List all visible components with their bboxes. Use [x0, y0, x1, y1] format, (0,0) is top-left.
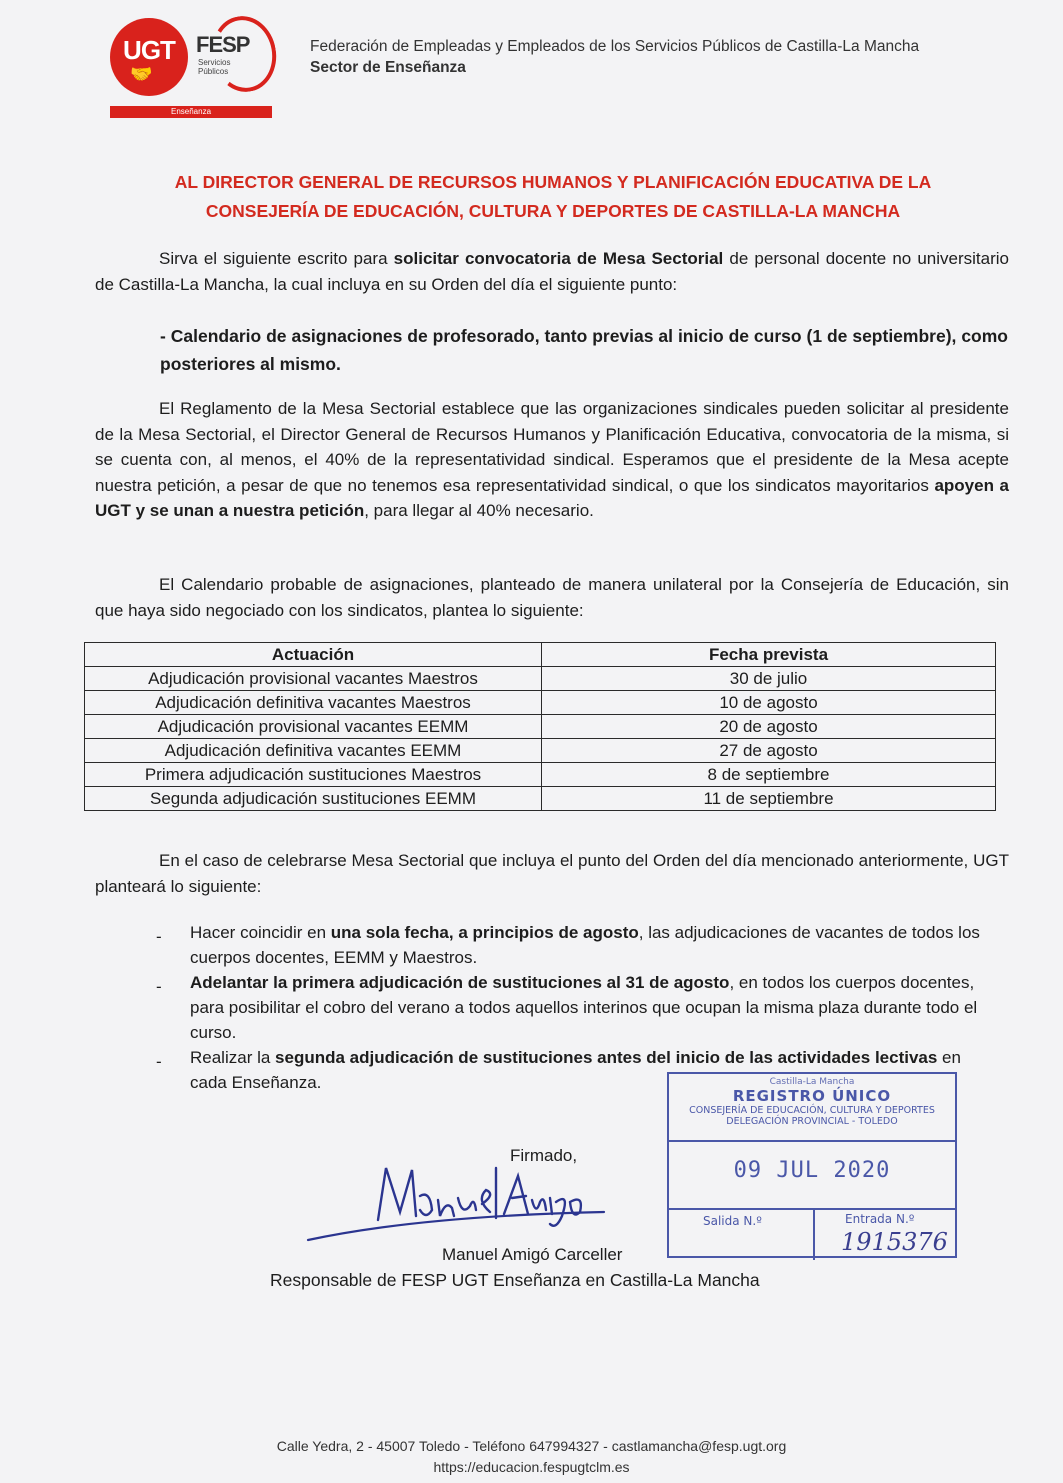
addressee-line-1: AL DIRECTOR GENERAL DE RECURSOS HUMANOS Y PLANIFICACIÓN EDUCATIVA DE LA: [174, 172, 932, 192]
stamp-entrada-label: Entrada N.º: [845, 1212, 915, 1226]
proposal-bold: segunda adjudicación de sustituciones antes del inicio de las actividades lectivas: [275, 1048, 938, 1067]
proposal-text: Hacer coincidir en: [190, 923, 331, 942]
intro-text: Sirva el siguiente escrito para: [159, 249, 394, 268]
stamp-title: REGISTRO ÚNICO: [732, 1087, 892, 1105]
table-row: [85, 787, 996, 811]
stamp-consejeria: CONSEJERÍA DE EDUCACIÓN, CULTURA Y DEPORTES: [689, 1105, 935, 1116]
cell-actuacion: Adjudicación provisional vacantes Maestros: [85, 667, 542, 691]
registry-stamp: [667, 1072, 957, 1258]
agenda-point: - Calendario de asignaciones de profesorado, tanto previas al inicio de curso (1 de septiembre), como posteriores al mismo.: [160, 326, 1008, 374]
handshake-icon: 🤝: [130, 64, 153, 84]
stamp-header: [669, 1074, 955, 1142]
addressee-line-2: CONSEJERÍA DE EDUCACIÓN, CULTURA Y DEPORTES DE CASTILLA-LA MANCHA: [205, 201, 901, 221]
stamp-date: 09 JUL 2020: [733, 1158, 891, 1183]
footer-website[interactable]: https://educacion.fespugtclm.es: [433, 1459, 630, 1475]
proposal-list: [150, 920, 1008, 1095]
organization-header: [310, 36, 919, 78]
bullet-dash: -: [156, 1052, 162, 1071]
proposal-bold: una sola fecha, a principios de agosto: [330, 923, 639, 942]
table-row: [85, 715, 996, 739]
footer-address: Calle Yedra, 2 - 45007 Toledo - Teléfono 647994327 - castlamancha@fesp.ugt.org: [276, 1438, 787, 1454]
proposal-text: Realizar la: [190, 1048, 276, 1067]
stamp-entrada-number: 1915376: [841, 1228, 948, 1256]
bullet-dash: -: [156, 977, 162, 996]
sector-name: Sector de Enseñanza: [310, 59, 466, 76]
cell-fecha: 8 de septiembre: [542, 763, 996, 787]
proposal-text-after: en cada Enseñanza.: [190, 1048, 961, 1092]
stamp-numbers: [669, 1208, 955, 1260]
table-row: [85, 667, 996, 691]
intro-paragraph: [95, 246, 1009, 297]
proposal-text-after: , las adjudicaciones de vacantes de todos los cuerpos docentes, EEMM y Maestros.: [190, 923, 980, 967]
table-header-row: [85, 643, 996, 667]
proposal-text-after: , en todos los cuerpos docentes, para posibilitar el cobro del verano a todos aquellos interinos que ocupan la misma plaza durante todo el curso.: [190, 973, 978, 1042]
cell-actuacion: Primera adjudicación sustituciones Maestros: [85, 763, 542, 787]
column-header-fecha: Fecha prevista: [542, 643, 996, 667]
signer-role: Responsable de FESP UGT Enseñanza en Castilla-La Mancha: [270, 1270, 760, 1290]
signed-label: Firmado,: [510, 1146, 578, 1165]
regulation-text-after: , para llegar al 40% necesario.: [364, 501, 594, 520]
proposal-intro-paragraph: En el caso de celebrarse Mesa Sectorial que incluya el punto del Orden del día mencionado anteriormente, UGT planteará lo siguiente:: [95, 851, 1009, 896]
table-row: [85, 691, 996, 715]
table-row: [85, 739, 996, 763]
ugt-fesp-logo: [108, 14, 278, 120]
org-name: Federación de Empleadas y Empleados de los Servicios Públicos de Castilla-La Mancha: [310, 38, 920, 55]
stamp-divider: [813, 1210, 815, 1260]
cell-fecha: 10 de agosto: [542, 691, 996, 715]
stamp-delegacion: DELEGACIÓN PROVINCIAL - TOLEDO: [726, 1116, 898, 1127]
cell-actuacion: Adjudicación provisional vacantes EEMM: [85, 715, 542, 739]
regulation-bold: apoyen a UGT y se unan a nuestra petición: [95, 475, 1009, 520]
cell-actuacion: Adjudicación definitiva vacantes Maestros: [85, 691, 542, 715]
handwritten-signature: [300, 1150, 620, 1250]
stamp-salida-label: Salida N.º: [703, 1214, 762, 1228]
addressee: [100, 168, 1006, 226]
intro-bold: solicitar convocatoria de Mesa Sectorial: [393, 249, 724, 268]
column-header-actuacion: Actuación: [85, 643, 542, 667]
cell-fecha: 20 de agosto: [542, 715, 996, 739]
signer-name: Manuel Amigó Carceller: [442, 1245, 623, 1264]
intro-text-after: de personal docente no universitario de Castilla-La Mancha, la cual incluya en su Orden del día el siguiente punto:: [95, 249, 1009, 294]
logo-subtitle: Servicios Públicos: [198, 58, 231, 76]
logo-ugt-text: UGT: [123, 35, 175, 65]
cell-fecha: 11 de septiembre: [542, 787, 996, 811]
stamp-region: Castilla-La Mancha: [769, 1077, 855, 1087]
calendar-table: [84, 642, 996, 811]
footer: [0, 1436, 1063, 1478]
list-item: [150, 970, 1008, 1045]
cell-actuacion: Segunda adjudicación sustituciones EEMM: [85, 787, 542, 811]
cell-fecha: 30 de julio: [542, 667, 996, 691]
bullet-dash: -: [156, 927, 162, 946]
logo-fesp-text: FESP: [196, 32, 250, 57]
logo-band: Enseñanza: [110, 106, 272, 118]
table-row: [85, 763, 996, 787]
calendar-intro-paragraph: El Calendario probable de asignaciones, planteado de manera unilateral por la Consejería de Educación, sin que haya sido negociado con los sindicatos, plantea lo siguiente:: [95, 575, 1009, 620]
regulation-text: El Reglamento de la Mesa Sectorial establece que las organizaciones sindicales pueden solicitar al presidente de la Mesa Sectorial, el Director General de Recursos Humanos y Planificación Educativa, convocatoria de la misma, si se cuenta con, al menos, el 40% de la representatividad sindical. Esperamos que el presidente de la Mesa acepte nuestra petición, a pesar de que no tenemos esa representatividad sindical, o que los sindicatos mayoritarios: [95, 399, 1009, 495]
proposal-bold: Adelantar la primera adjudicación de sustituciones al 31 de agosto: [190, 973, 730, 992]
cell-fecha: 27 de agosto: [542, 739, 996, 763]
regulation-paragraph: [95, 396, 1009, 524]
list-item: [150, 920, 1008, 970]
cell-actuacion: Adjudicación definitiva vacantes EEMM: [85, 739, 542, 763]
